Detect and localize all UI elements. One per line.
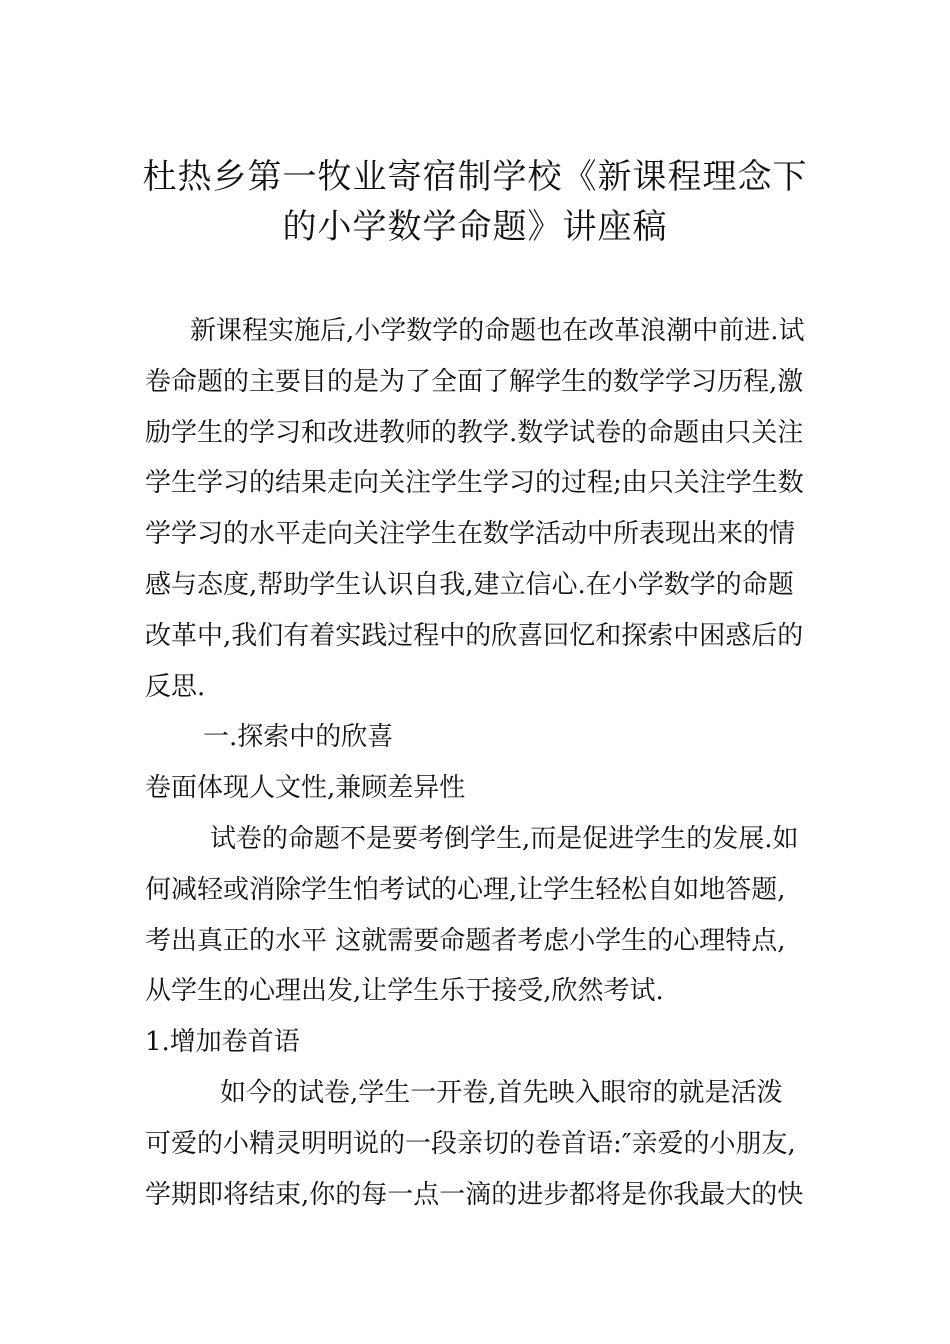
paragraph-line: 试卷的命题不是要考倒学生,而是促进学生的发展.如	[210, 823, 799, 854]
paragraph-line: 何减轻或消除学生怕考试的心理,让学生轻松自如地答题,	[145, 874, 786, 905]
paragraph-line: 学学习的水平走向关注学生在数学活动中所表现出来的情	[145, 519, 796, 550]
title-line-2: 的小学数学命题》讲座稿	[282, 207, 668, 247]
paragraph-line: 从学生的心理出发,让学生乐于接受,欣然考试.	[145, 976, 664, 1007]
document-body	[145, 306, 810, 1220]
paragraph-line: 学期即将结束,你的每一点一滴的进步都将是你我最大的快	[145, 1179, 804, 1210]
paragraph-line: 考出真正的水平 这就需要命题者考虑小学生的心理特点,	[145, 925, 786, 956]
title-line-1: 杜热乡第一牧业寄宿制学校《新课程理念下	[142, 157, 808, 197]
paragraph-line: 励学生的学习和改进教师的教学.数学试卷的命题由只关注	[145, 417, 804, 448]
subsection-heading: 卷面体现人文性,兼顾差异性	[145, 773, 466, 804]
paragraph-line: 学生学习的结果走向关注学生学习的过程;由只关注学生数	[145, 468, 804, 499]
document-title	[100, 152, 850, 252]
paragraph-line: 如今的试卷,学生一开卷,首先映入眼帘的就是活泼	[220, 1077, 783, 1108]
paragraph-line: 卷命题的主要目的是为了全面了解学生的数学学习历程,激	[145, 366, 804, 397]
paragraph-line: 改革中,我们有着实践过程中的欣喜回忆和探索中困惑后的	[145, 620, 804, 651]
paragraph-line: 新课程实施后,小学数学的命题也在改革浪潮中前进.试	[190, 316, 805, 346]
section-heading: 一.探索中的欣喜	[203, 722, 394, 753]
paragraph-line: 反思.	[145, 671, 206, 702]
numbered-heading: 1.增加卷首语	[145, 1027, 300, 1058]
paragraph-line: 感与态度,帮助学生认识自我,建立信心.在小学数学的命题	[145, 569, 794, 600]
paragraph-line: 可爱的小精灵明明说的一段亲切的卷首语:″亲爱的小朋友,	[145, 1128, 796, 1159]
